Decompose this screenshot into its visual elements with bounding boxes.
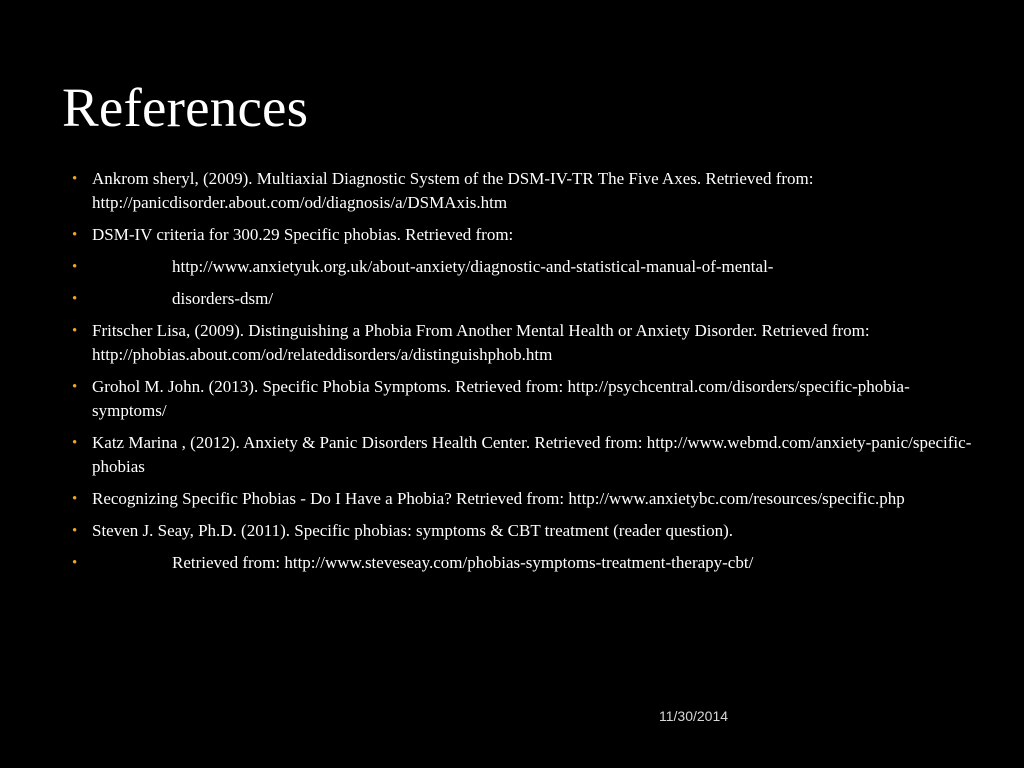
reference-item <box>72 519 972 543</box>
reference-item <box>72 223 972 247</box>
reference-text: Recognizing Specific Phobias - Do I Have a Phobia? Retrieved from: http://www.anxietybc.com/resources/specific.php <box>92 489 905 508</box>
reference-text: Fritscher Lisa, (2009). Distinguishing a Phobia From Another Mental Health or Anxiety Disorder. Retrieved from: http://phobias.about.com/od/relateddisorders/a/distinguishphob.htm <box>92 321 870 364</box>
reference-item <box>72 255 972 279</box>
bullet-icon: • <box>72 555 78 571</box>
reference-text: http://www.anxietyuk.org.uk/about-anxiety/diagnostic-and-statistical-manual-of-mental- <box>172 257 774 276</box>
reference-item <box>72 167 972 215</box>
reference-text: disorders-dsm/ <box>172 289 274 308</box>
bullet-icon: • <box>72 171 78 187</box>
footer-date: 11/30/2014 <box>659 708 729 724</box>
reference-item <box>72 551 972 575</box>
bullet-icon: • <box>72 323 78 339</box>
reference-text: Katz Marina , (2012). Anxiety & Panic Disorders Health Center. Retrieved from: http://www.webmd.com/anxiety-panic/specific-phobias <box>92 433 972 476</box>
reference-item <box>72 431 972 479</box>
bullet-icon: • <box>72 435 78 451</box>
bullet-icon: • <box>72 291 78 307</box>
reference-list <box>72 167 972 583</box>
reference-item <box>72 319 972 367</box>
reference-item <box>72 287 972 311</box>
bullet-icon: • <box>72 523 78 539</box>
bullet-icon: • <box>72 227 78 243</box>
slide-title: References <box>62 77 309 138</box>
reference-text: Grohol M. John. (2013). Specific Phobia Symptoms. Retrieved from: http://psychcentral.com/disorders/specific-phobia-symptoms/ <box>92 377 910 420</box>
reference-text: Steven J. Seay, Ph.D. (2011). Specific phobias: symptoms & CBT treatment (reader question). <box>92 521 734 540</box>
bullet-icon: • <box>72 379 78 395</box>
reference-text: DSM-IV criteria for 300.29 Specific phobias. Retrieved from: <box>92 225 514 244</box>
reference-text: Ankrom sheryl, (2009). Multiaxial Diagnostic System of the DSM-IV-TR The Five Axes. Retrieved from: http://panicdisorder.about.com/od/diagnosis/a/DSMAxis.htm <box>92 169 814 212</box>
reference-item <box>72 375 972 423</box>
bullet-icon: • <box>72 259 78 275</box>
reference-item <box>72 487 972 511</box>
bullet-icon: • <box>72 491 78 507</box>
reference-text: Retrieved from: http://www.steveseay.com/phobias-symptoms-treatment-therapy-cbt/ <box>172 553 754 572</box>
